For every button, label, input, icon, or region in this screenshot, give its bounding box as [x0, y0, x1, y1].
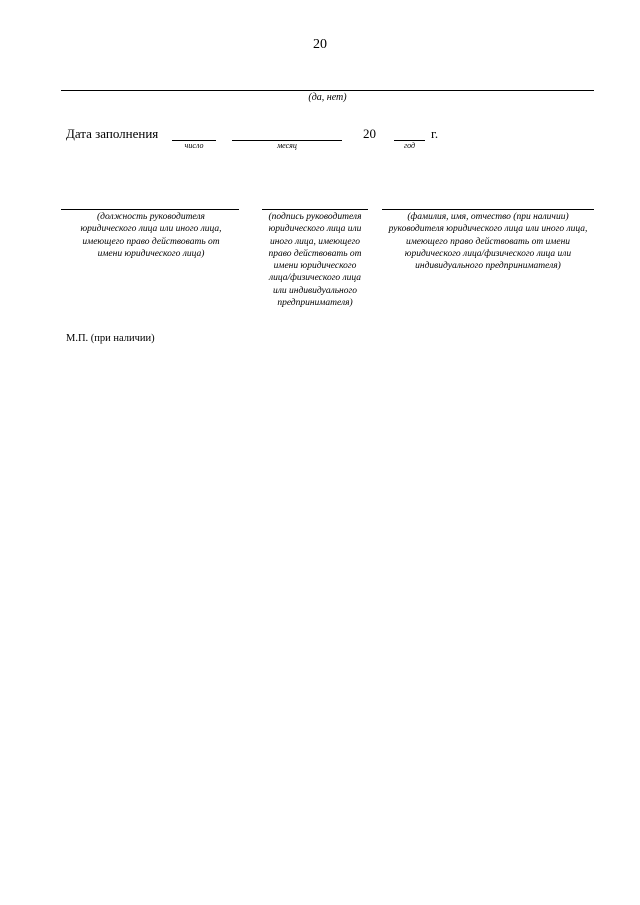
page-number: 20	[313, 37, 327, 52]
year-prefix: 20	[363, 126, 376, 141]
year-label: год	[403, 141, 416, 150]
month-label: месяц	[277, 141, 297, 150]
answer-hint: (да, нет)	[308, 92, 347, 103]
position-line	[61, 209, 239, 210]
signature-caption: (подпись руководителя юридического лица или иного лица, имеющего право действовать от имени юридического лица/физического лица или индивидуального предпринимателя)	[268, 212, 362, 309]
position-caption: (должность руководителя юридического лица или иного лица, имеющего право действовать от имени юридического лица)	[80, 212, 222, 259]
full-name-line	[382, 209, 594, 210]
answer-line	[61, 90, 594, 91]
date-fill-label: Дата заполнения	[66, 126, 159, 141]
year-suffix: г.	[431, 126, 439, 141]
full-name-caption: (фамилия, имя, отчество (при наличии) руководителя юридического лица или иного лица, имеющего право действовать от имени юридического лица/физического лица или индивидуального предпринимателя)	[388, 212, 588, 272]
signature-line	[262, 209, 368, 210]
day-label: число	[184, 141, 204, 150]
seal-label: М.П. (при наличии)	[66, 333, 155, 344]
